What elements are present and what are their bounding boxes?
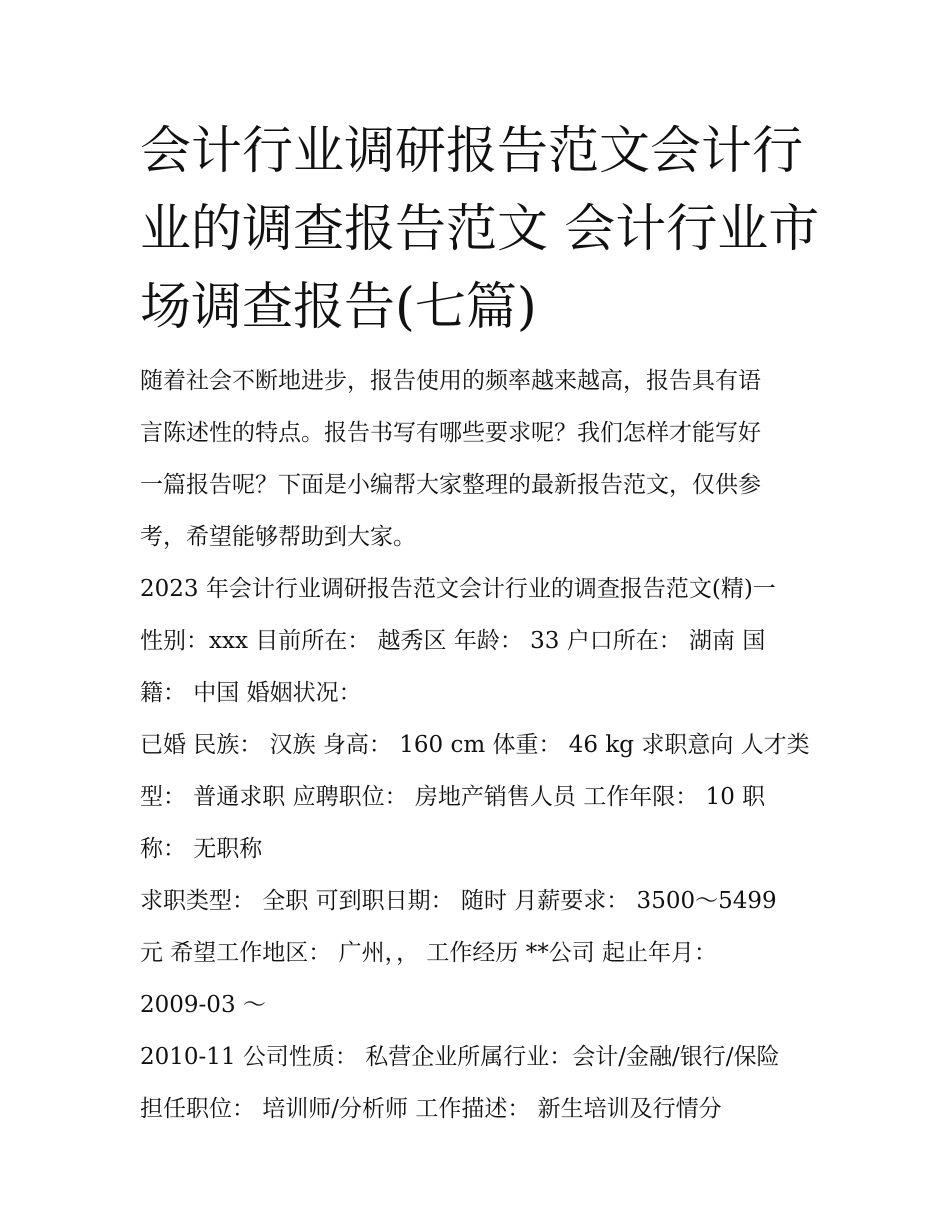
title-line: 场调查报告(七篇) [140, 278, 537, 337]
body-line: 已婚 民族： 汉族 身高： 160 cm 体重： 46 kg 求职意向 人才类 [140, 732, 810, 758]
body-line: 称： 无职称 [140, 836, 263, 862]
body-line: 2009-03 ～ [140, 992, 266, 1018]
body-line: 求职类型： 全职 可到职日期： 随时 月薪要求： 3500～5499 [140, 888, 777, 914]
body-line: 一篇报告呢？下面是小编帮大家整理的最新报告范文，仅供参 [140, 472, 761, 498]
body-line: 2023 年会计行业调研报告范文会计行业的调查报告范文(精)一 [140, 576, 776, 602]
body-line: 籍： 中国 婚姻状况： [140, 680, 362, 706]
document-title [140, 113, 820, 347]
title-line: 会计行业调研报告范文会计行 [140, 122, 804, 181]
body-line: 言陈述性的特点。报告书写有哪些要求呢？我们怎样才能写好 [140, 420, 761, 446]
document-body [140, 355, 820, 1135]
body-line: 考，希望能够帮助到大家。 [140, 524, 416, 550]
body-line: 担任职位： 培训师/分析师 工作描述： 新生培训及行情分 [140, 1096, 722, 1122]
body-line: 性别：xxx 目前所在： 越秀区 年龄： 33 户口所在： 湖南 国 [140, 628, 766, 654]
title-line: 业的调查报告范文 会计行业市 [140, 200, 820, 259]
body-line: 型： 普通求职 应聘职位： 房地产销售人员 工作年限： 10 职 [140, 784, 766, 810]
body-line: 元 希望工作地区： 广州，， 工作经历 **公司 起止年月： [140, 940, 718, 966]
body-line: 随着社会不断地进步，报告使用的频率越来越高，报告具有语 [140, 368, 761, 394]
body-line: 2010-11 公司性质： 私营企业所属行业：会计/金融/银行/保险 [140, 1044, 780, 1070]
